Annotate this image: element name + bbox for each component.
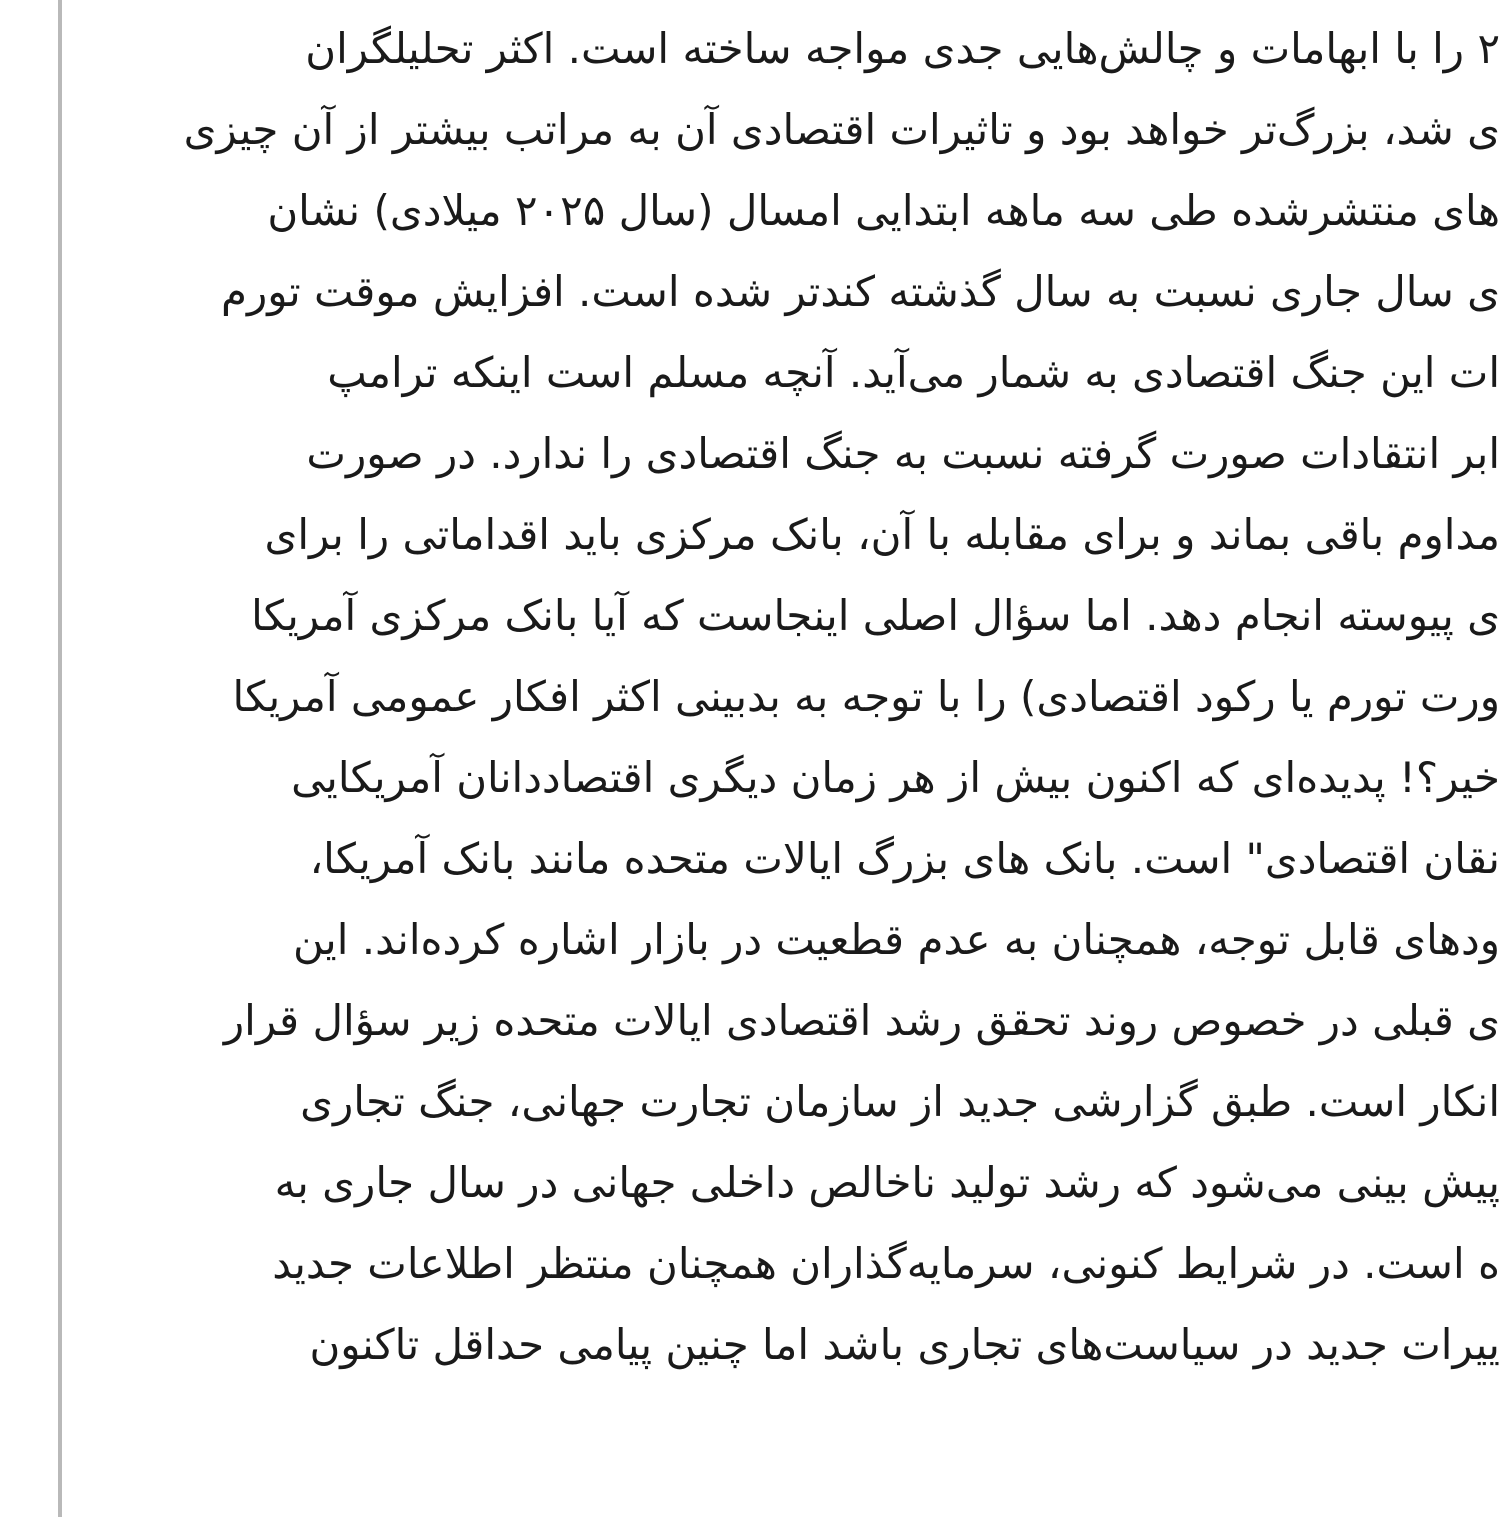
article-line: ی قبلی در خصوص روند تحقق رشد اقتصادی ایالات متحده زیر سؤال قرار [223, 996, 1500, 1045]
article-line: ورت تورم یا رکود اقتصادی) را با توجه به بدبینی اکثر افکار عمومی آمریکا [232, 672, 1500, 721]
article-line: نقان اقتصادی" است. بانک های بزرگ ایالات متحده مانند بانک آمریکا، [309, 834, 1500, 883]
article-line: انکار است. طبق گزارشی جدید از سازمان تجارت جهانی، جنگ تجاری [300, 1077, 1500, 1126]
article-line: ییرات جدید در سیاست‌های تجاری باشد اما چنین پیامی حداقل تاکنون [309, 1320, 1500, 1369]
article-line: مداوم باقی بماند و برای مقابله با آن، بانک مرکزی باید اقداماتی را برای [264, 510, 1500, 559]
article-line: ۲ را با ابهامات و چالش‌هایی جدی مواجه ساخته است. اکثر تحلیلگران [305, 24, 1500, 73]
article-line: پیش بینی می‌شود که رشد تولید ناخالص داخلی جهانی در سال جاری به [274, 1158, 1500, 1207]
article-line: ی سال جاری نسبت به سال گذشته کندتر شده است. افزایش موقت تورم [221, 267, 1500, 316]
article-line: خیر؟! پدیده‌ای که اکنون بیش از هر زمان دیگری اقتصاددانان آمریکایی [291, 753, 1500, 802]
column-divider [58, 0, 62, 1517]
article-line: ی پیوسته انجام دهد. اما سؤال اصلی اینجاست که آیا بانک مرکزی آمریکا [251, 591, 1500, 640]
article-line: ودهای قابل توجه، همچنان به عدم قطعیت در بازار اشاره کرده‌اند. این [293, 915, 1500, 964]
article-line: ی شد، بزرگ‌تر خواهد بود و تاثیرات اقتصادی آن به مراتب بیشتر از آن چیزی [183, 105, 1500, 154]
article-line: ات این جنگ اقتصادی به شمار می‌آید. آنچه مسلم است اینکه ترامپ [327, 348, 1500, 397]
article-text-column [128, 8, 1500, 1517]
article-line: ابر انتقادات صورت گرفته نسبت به جنگ اقتصادی را ندارد. در صورت [306, 429, 1500, 478]
article-line: ه است. در شرایط کنونی، سرمایه‌گذاران همچنان منتظر اطلاعات جدید [272, 1239, 1500, 1288]
article-line: های منتشرشده طی سه ماهه ابتدایی امسال (سال ۲۰۲۵ میلادی) نشان [267, 186, 1500, 235]
